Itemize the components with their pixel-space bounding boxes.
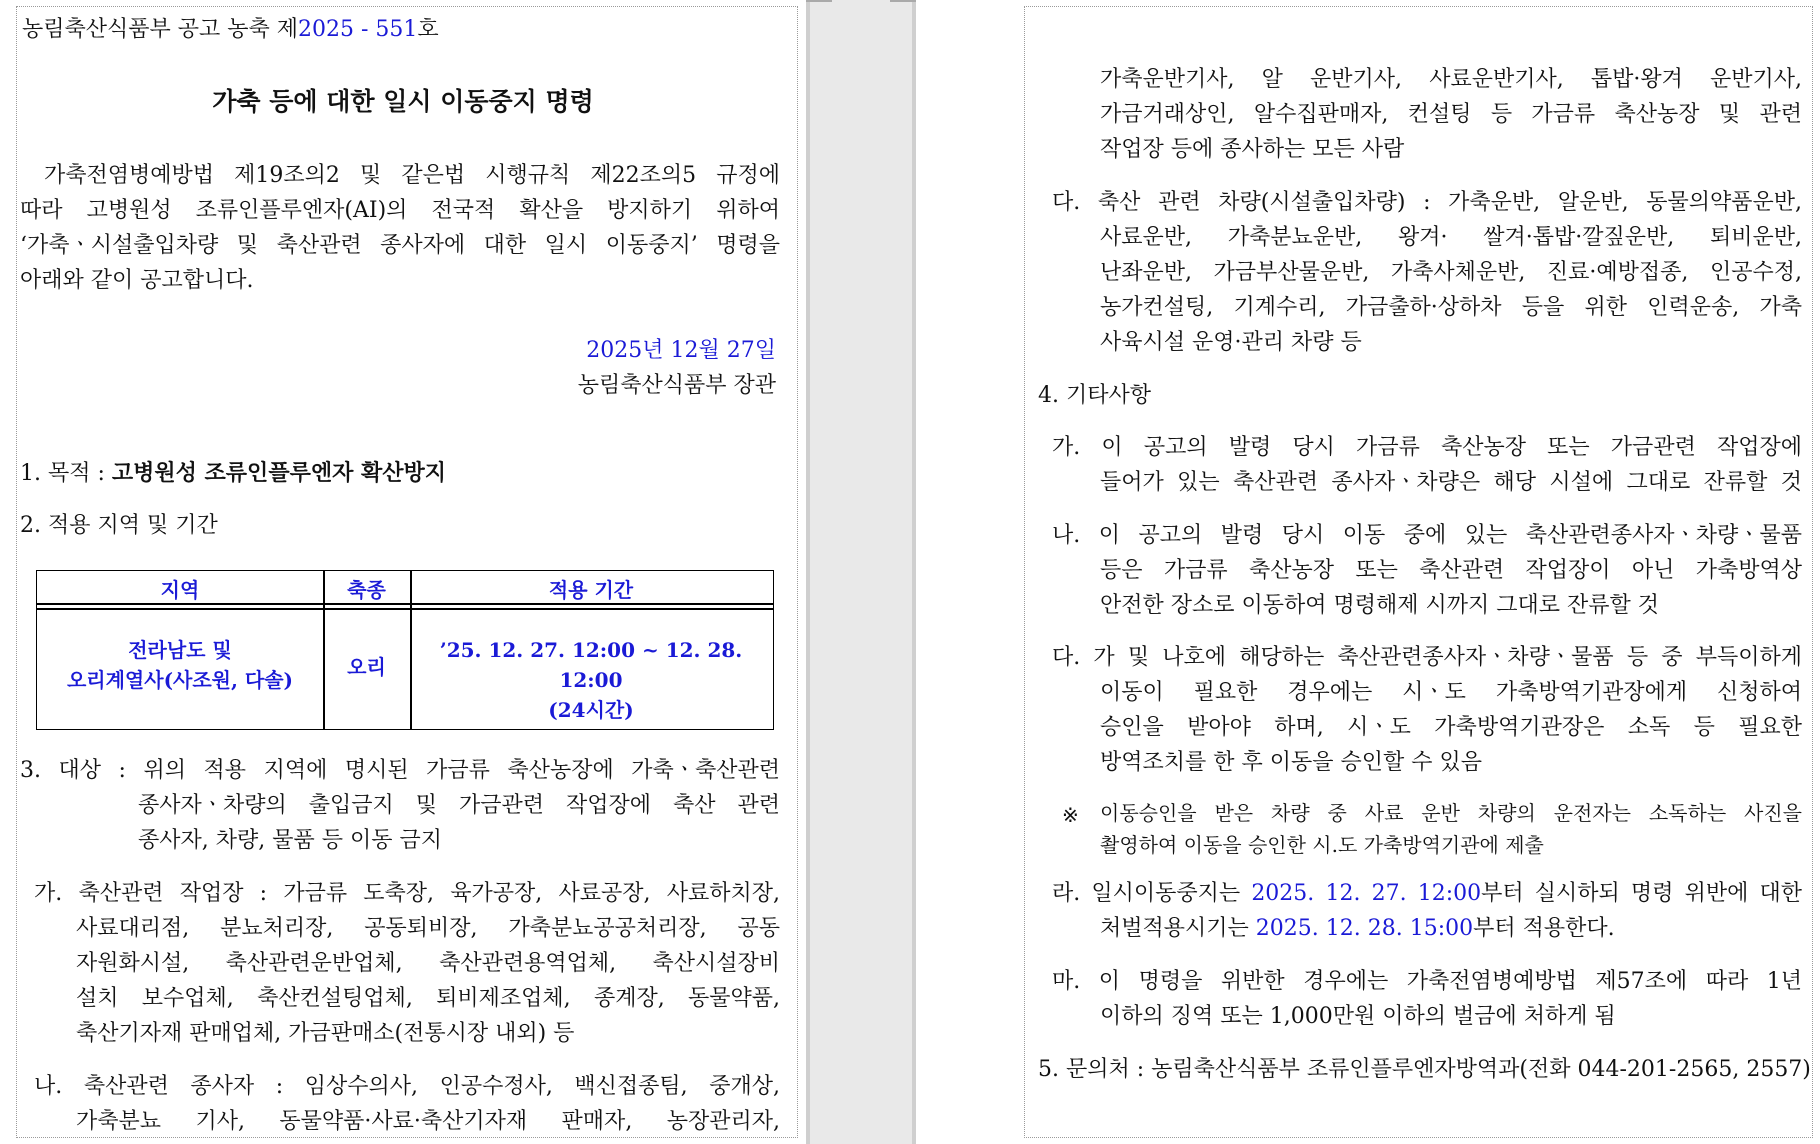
note-line: 이동승인을 받은 차량 중 사료 운반 차량의 운전자는 소독하는 사진을 xyxy=(1100,801,1802,825)
item-da-line: 사료운반, 가축분뇨운반, 왕겨· 쌀겨·톱밥·깔짚운반, 퇴비운반, xyxy=(1100,225,1802,250)
table-header-period: 적용 기간 xyxy=(548,578,634,602)
notice-date: 2025년 12월 27일 xyxy=(586,338,776,363)
note-mark: ※ xyxy=(1062,803,1079,827)
region-period-table xyxy=(36,570,774,730)
item-da-line: 사육시설 운영·관리 차량 등 xyxy=(1100,330,1362,355)
other-ra-line: 처벌적용시기는 2025. 12. 28. 15:00부터 적용한다. xyxy=(1100,916,1615,941)
other-da-line: 이동이 필요한 경우에는 시ㆍ도 가축방역기관장에게 신청하여 xyxy=(1100,680,1802,705)
section-4-heading: 4. 기타사항 xyxy=(1038,383,1151,408)
notice-number-line: 농림축산식품부 공고 농축 제2025 - 551호 xyxy=(22,17,439,42)
table-cell-region: 전라남도 및 오리계열사(사조원, 다솔) xyxy=(66,638,294,692)
section-2-heading: 2. 적용 지역 및 기간 xyxy=(20,513,218,538)
item-ga-line: 자원화시설, 축산관련운반업체, 축산관련용역업체, 축산시설장비 xyxy=(76,951,780,976)
note-line: 촬영하여 이동을 승인한 시.도 가축방역기관에 제출 xyxy=(1100,833,1544,857)
intro-line: 따라 고병원성 조류인플루엔자(AI)의 전국적 확산을 방지하기 위하여 xyxy=(20,198,780,223)
section-3-line: 3. 대상 : 위의 적용 지역에 명시된 가금류 축산농장에 가축ㆍ축산관련 xyxy=(20,758,780,783)
document-page-left xyxy=(0,0,806,1144)
item-na-cont-line: 가축운반기사, 알 운반기사, 사료운반기사, 톱밥·왕겨 운반기사, xyxy=(1100,67,1802,92)
item-ga-line: 사료대리점, 분뇨처리장, 공동퇴비장, 가축분뇨공공처리장, 공동 xyxy=(76,916,780,941)
page-shadow xyxy=(806,0,810,1144)
table-header-region: 지역 xyxy=(160,578,200,602)
item-ga-line: 가. 축산관련 작업장 : 가금류 도축장, 육가공장, 사료공장, 사료하치장, xyxy=(34,881,780,906)
item-na-line: 나. 축산관련 종사자 : 임상수의사, 인공수정사, 백신접종팀, 중개상, xyxy=(34,1074,780,1099)
other-ga-line: 가. 이 공고의 발령 당시 가금류 축산농장 또는 가금관련 작업장에 xyxy=(1052,435,1802,460)
intro-line: 아래와 같이 공고합니다. xyxy=(20,268,254,293)
intro-line: 가축전염병예방법 제19조의2 및 같은법 시행규칙 제22조의5 규정에 xyxy=(44,163,780,188)
section-5-contact: 5. 문의처 : 농림축산식품부 조류인플루엔자방역과(전화 044-201-2565, 2557) xyxy=(1038,1057,1811,1082)
item-da-line: 난좌운반, 가금부산물운반, 가축사체운반, 진료·예방접종, 인공수정, xyxy=(1100,260,1802,285)
page-corner-mark xyxy=(890,0,916,2)
page-corner-mark xyxy=(806,0,832,2)
section-1-purpose: 1. 목적 : 고병원성 조류인플루엔자 확산방지 xyxy=(20,460,446,486)
item-da-line: 농가컨설팅, 기계수리, 가금출하·상하차 등을 위한 인력운송, 가축 xyxy=(1100,295,1802,320)
item-ga-line: 설치 보수업체, 축산컨설팅업체, 퇴비제조업체, 종계장, 동물약품, xyxy=(76,986,780,1011)
document-title: 가축 등에 대한 일시 이동중지 명령 xyxy=(212,87,594,116)
section-3-line: 종사자, 차량, 물품 등 이동 금지 xyxy=(138,828,442,853)
intro-line: ‘가축ㆍ시설출입차량 및 축산관련 종사자에 대한 일시 이동중지’ 명령을 xyxy=(20,233,780,258)
item-ga-line: 축산기자재 판매업체, 가금판매소(전통시장 내외) 등 xyxy=(76,1021,575,1046)
document-page-right xyxy=(916,0,1820,1144)
section-3-line: 종사자ㆍ차량의 출입금지 및 가금관련 작업장에 축산 관련 xyxy=(138,793,780,818)
other-da-line: 승인을 받아야 하며, 시ㆍ도 가축방역기관장은 소독 등 필요한 xyxy=(1100,715,1802,740)
item-na-line: 가축분뇨 기사, 동물약품·사료·축산기자재 판매자, 농장관리자, xyxy=(76,1109,780,1134)
other-na-line: 안전한 장소로 이동하여 명령해제 시까지 그대로 잔류할 것 xyxy=(1100,593,1660,618)
issuer: 농림축산식품부 장관 xyxy=(577,373,776,398)
other-da-line: 다. 가 및 나호에 해당하는 축산관련종사자ㆍ차량ㆍ물품 등 중 부득이하게 xyxy=(1052,645,1802,670)
other-ga-line: 들어가 있는 축산관련 종사자ㆍ차량은 해당 시설에 그대로 잔류할 것 xyxy=(1100,470,1802,495)
other-na-line: 나. 이 공고의 발령 당시 이동 중에 있는 축산관련종사자ㆍ차량ㆍ물품 xyxy=(1052,523,1802,548)
other-ma-line: 이하의 징역 또는 1,000만원 이하의 벌금에 처하게 됨 xyxy=(1100,1004,1616,1029)
item-da-line: 다. 축산 관련 차량(시설출입차량) : 가축운반, 알운반, 동물의약품운반, xyxy=(1052,190,1802,215)
other-da-line: 방역조치를 한 후 이동을 승인할 수 있음 xyxy=(1100,750,1482,775)
other-ma-line: 마. 이 명령을 위반한 경우에는 가축전염병예방법 제57조에 따라 1년 xyxy=(1052,969,1802,994)
item-na-cont-line: 가금거래상인, 알수집판매자, 컨설팅 등 가금류 축산농장 및 관련 xyxy=(1100,102,1802,127)
other-ra-line: 라. 일시이동중지는 2025. 12. 27. 12:00부터 실시하되 명령 위반에 대한 xyxy=(1052,881,1802,906)
other-na-line: 등은 가금류 축산농장 또는 축산관련 작업장이 아닌 가축방역상 xyxy=(1100,558,1802,583)
item-na-cont-line: 작업장 등에 종사하는 모든 사람 xyxy=(1100,137,1405,162)
table-cell-period: ’25. 12. 27. 12:00 ~ 12. 28. 12:00 (24시간) xyxy=(439,638,743,722)
table-header-species: 축종 xyxy=(347,578,386,602)
table-cell-species: 오리 xyxy=(347,655,386,679)
